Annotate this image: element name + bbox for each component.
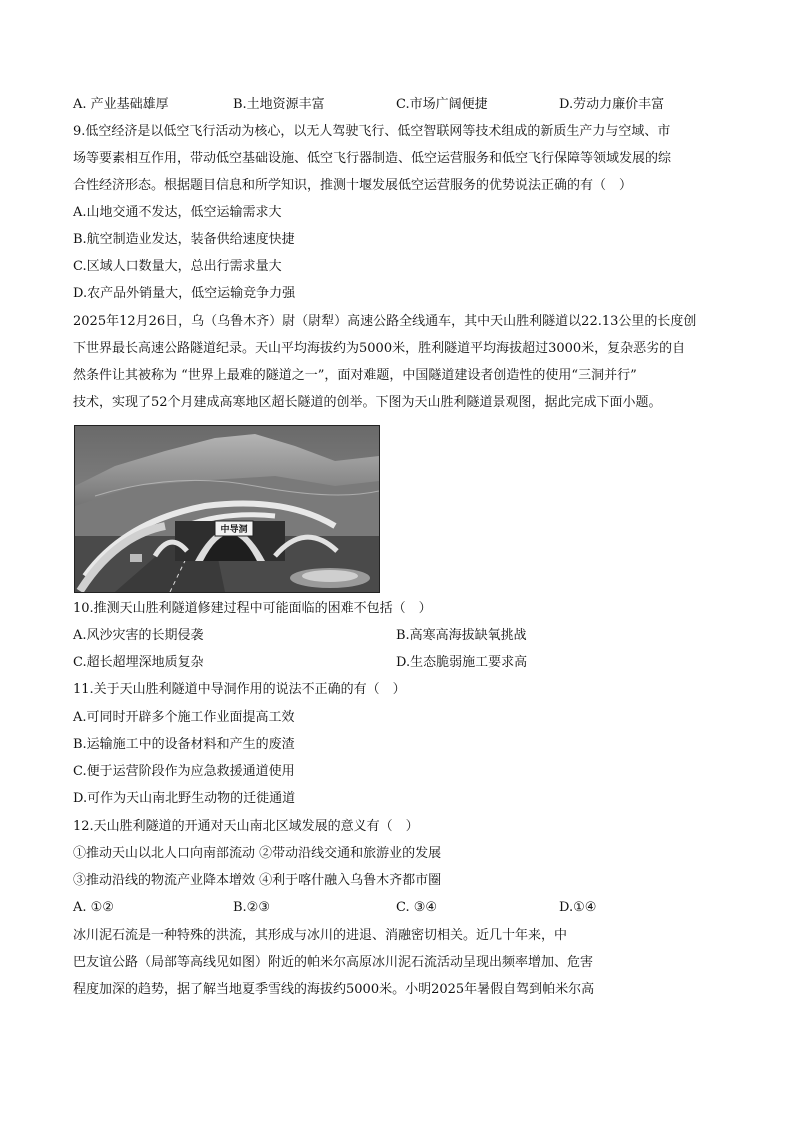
q12-items-line-2: ③推动沿线的物流产业降本增效 ④利于喀什融入乌鲁木齐都市圈 (73, 873, 442, 888)
q9-option-a: A.山地交通不发达，低空运输需求大 (73, 205, 282, 220)
passage-line-2: 下世界最长高速公路隧道纪录。天山平均海拔约为5000米，胜利隧道平均海拔超过3000米，复杂恶劣的自 (73, 341, 686, 356)
q9-option-b: B.航空制造业发达，装备供给速度快捷 (73, 232, 295, 247)
q11-option-d: D.可作为天山南北野生动物的迁徙通道 (73, 791, 296, 806)
q11-stem: 11.关于天山胜利隧道中导洞作用的说法不正确的有（ ） (73, 682, 406, 697)
q10-option-a: A.风沙灾害的长期侵袭 (73, 628, 204, 643)
passage-line-4: 技术，实现了52个月建成高寒地区超长隧道的创举。下图为天山胜利隧道景观图，据此完成下面小题。 (73, 395, 662, 410)
passage-line-3: 然条件让其被称为 “世界上最难的隧道之一”，面对难题，中国隧道建设者创造性的使用“三洞并行” (73, 368, 637, 383)
q8-option-d: D.劳动力廉价丰富 (559, 97, 665, 112)
q8-option-b: B.土地资源丰富 (233, 97, 325, 112)
q10-options-row-1 (73, 627, 723, 645)
tunnel-photo (74, 425, 380, 593)
q10-option-b: B.高寒高海拔缺氧挑战 (396, 628, 527, 643)
q12-option-b: B.②③ (233, 900, 270, 915)
q11-option-a: A.可同时开辟多个施工作业面提高工效 (73, 710, 295, 725)
tunnel-sign-label: 中导洞 (220, 525, 248, 535)
passage-line-1: 2025年12月26日，乌（乌鲁木齐）尉（尉犁）高速公路全线通车，其中天山胜利隧道以22.13公里的长度创 (73, 314, 697, 329)
q12-options (73, 899, 723, 917)
q12-option-d: D.①④ (559, 900, 597, 915)
q8-option-a: A. 产业基础雄厚 (73, 97, 169, 112)
q10-stem: 10.推测天山胜利隧道修建过程中可能面临的困难不包括（ ） (73, 601, 432, 616)
q9-stem-line-3: 合性经济形态。根据题目信息和所学知识，推测十堰发展低空运营服务的优势说法正确的有（ ） (73, 178, 633, 193)
passage2-line-2: 巴友谊公路（局部等高线见如图）附近的帕米尔高原冰川泥石流活动呈现出频率增加、危害 (73, 955, 594, 970)
q8-options (73, 96, 723, 114)
q12-option-a: A. ①② (73, 900, 114, 915)
q9-option-c: C.区域人口数量大，总出行需求量大 (73, 259, 282, 274)
q12-option-c: C. ③④ (396, 900, 438, 915)
q12-stem: 12.天山胜利隧道的开通对天山南北区域发展的意义有（ ） (73, 819, 419, 834)
q9-option-d: D.农产品外销量大，低空运输竞争力强 (73, 286, 296, 301)
q8-option-c: C.市场广阔便捷 (396, 97, 488, 112)
q12-items-line-1: ①推动天山以北人口向南部流动 ②带动沿线交通和旅游业的发展 (73, 846, 442, 861)
q11-option-c: C.便于运营阶段作为应急救援通道使用 (73, 764, 295, 779)
q10-option-d: D.生态脆弱施工要求高 (396, 655, 528, 670)
q10-option-c: C.超长超埋深地质复杂 (73, 655, 204, 670)
q11-option-b: B.运输施工中的设备材料和产生的废渣 (73, 737, 295, 752)
tunnel-scene-image (75, 426, 379, 592)
passage2-line-1: 冰川泥石流是一种特殊的洪流，其形成与冰川的进退、消融密切相关。近几十年来，中 (73, 928, 568, 943)
q9-stem-line-1: 9.低空经济是以低空飞行活动为核心，以无人驾驶飞行、低空智联网等技术组成的新质生产力与空域、市 (73, 124, 671, 139)
passage2-line-3: 程度加深的趋势，据了解当地夏季雪线的海拔约5000米。小明2025年暑假自驾到帕米尔高 (73, 982, 595, 997)
q9-stem-line-2: 场等要素相互作用，带动低空基础设施、低空飞行器制造、低空运营服务和低空飞行保障等领域发展的综 (73, 151, 672, 166)
q10-options-row-2 (73, 654, 723, 672)
